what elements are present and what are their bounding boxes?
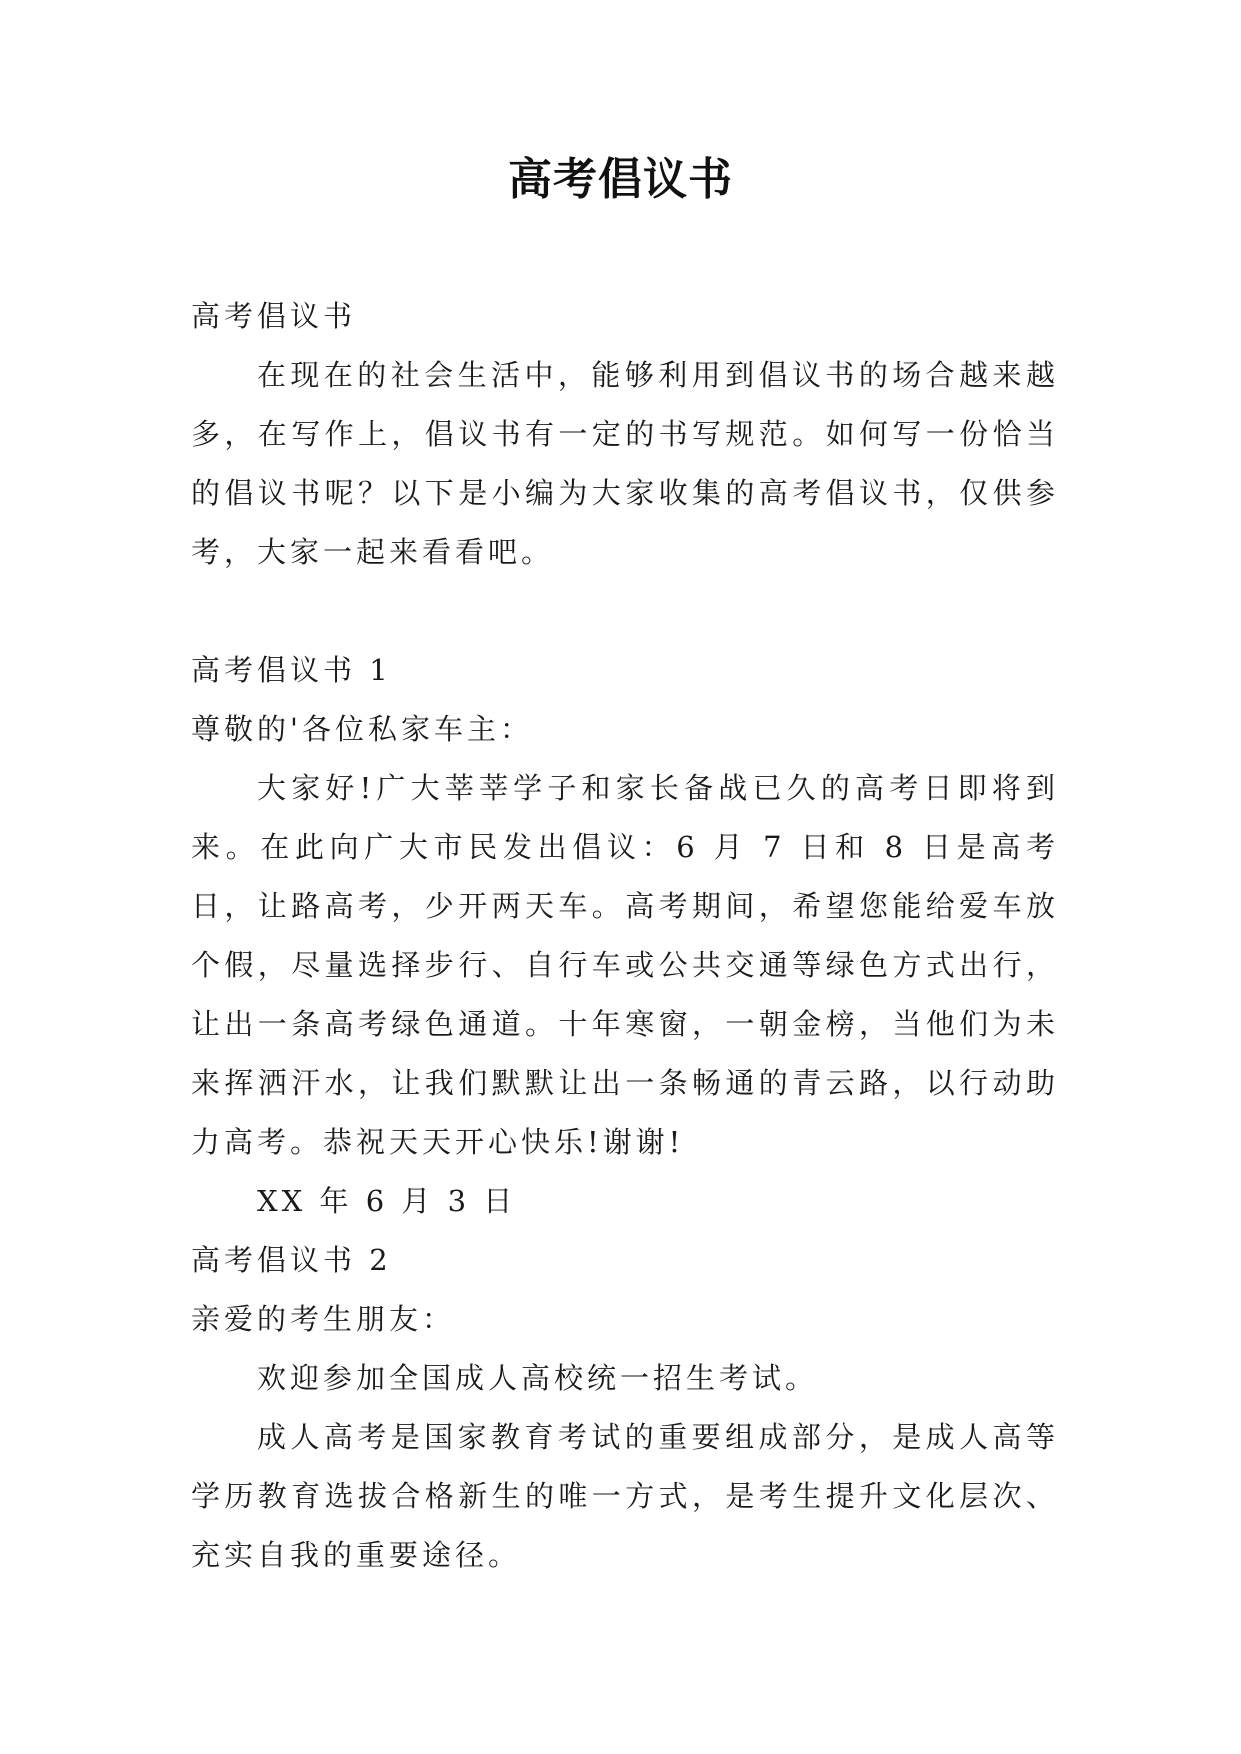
document-title: 高考倡议书 <box>508 154 733 205</box>
salutation-2: 亲爱的考生朋友： <box>191 1302 456 1336</box>
section-heading-2: 高考倡议书 2 <box>191 1243 392 1277</box>
intro-paragraph: 在现在的社会生活中，能够利用到倡议书的场合越来越多，在写作上，倡议书有一定的书写规范。如何写一份恰当的倡议书呢？以下是小编为大家收集的高考倡议书，仅供参考，大家一起来看看吧。 <box>191 358 1059 569</box>
date-line: XX 年 6 月 3 日 <box>257 1184 517 1218</box>
section-heading-intro: 高考倡议书 <box>191 299 357 333</box>
salutation-1: 尊敬的'各位私家车主： <box>191 712 533 746</box>
body-paragraph-3: 成人高考是国家教育考试的重要组成部分，是成人高等学历教育选拔合格新生的唯一方式，是考生提升文化层次、充实自我的重要途径。 <box>191 1420 1059 1572</box>
document-body <box>191 287 1059 1585</box>
section-heading-1: 高考倡议书 1 <box>191 653 392 687</box>
body-paragraph-1: 大家好!广大莘莘学子和家长备战已久的高考日即将到来。在此向广大市民发出倡议：6 月 7 日和 8 日是高考日，让路高考，少开两天车。高考期间，希望您能给爱车放个假，尽量选择步行、自行车或公共交通等绿色方式出行，让出一条高考绿色通道。十年寒窗，一朝金榜，当他们为未来挥洒汗水，让我们默默让出一条畅通的青云路，以行动助力高考。恭祝天天开心快乐!谢谢! <box>191 771 1059 1159</box>
body-paragraph-2: 欢迎参加全国成人高校统一招生考试。 <box>257 1361 819 1395</box>
